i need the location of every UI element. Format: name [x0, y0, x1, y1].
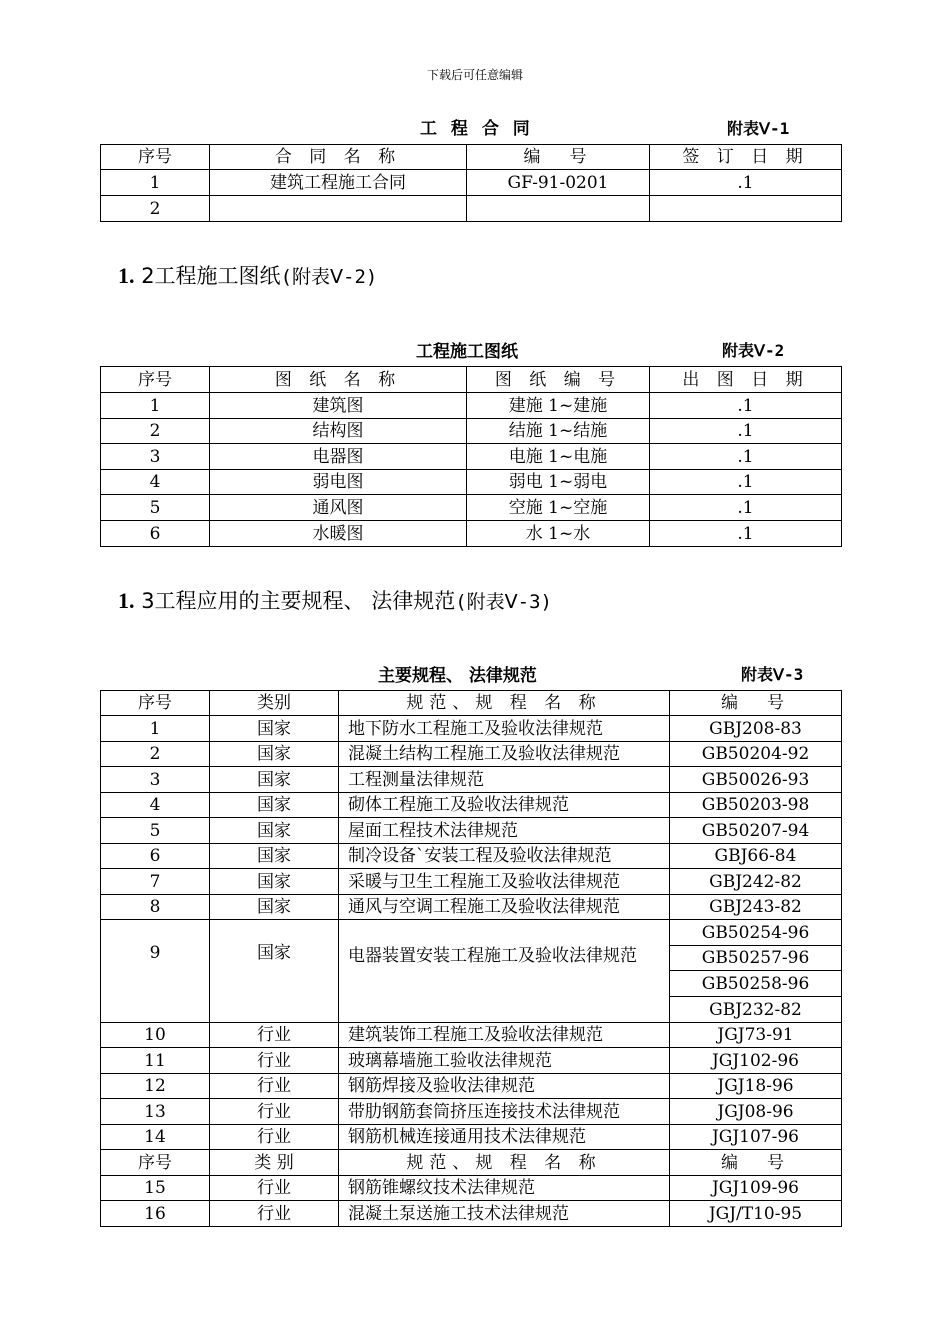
- table-header-row: [101, 367, 842, 393]
- header-cell: 规范、规 程 名 称: [339, 691, 670, 716]
- drawing-code: 电施 1~电施: [467, 444, 650, 470]
- standard-code: GBJ66-84: [670, 844, 842, 869]
- table-row: [101, 716, 842, 742]
- drawing-name: 水暖图: [210, 521, 467, 547]
- drawing-name: 电器图: [210, 444, 467, 470]
- contract-code: GF-91-0201: [467, 170, 650, 196]
- drawing-name: 弱电图: [210, 470, 467, 495]
- row-number: 12: [101, 1074, 210, 1099]
- drawing-name: 结构图: [210, 419, 467, 444]
- contract-table: [100, 144, 842, 222]
- standards-table-tag: 附表Ⅴ-3: [741, 665, 804, 684]
- row-number: 2: [101, 419, 210, 444]
- row-number: 6: [101, 521, 210, 547]
- header-cell: 规范、规 程 名 称: [339, 1150, 670, 1176]
- header-cell: 编 号: [670, 1150, 842, 1176]
- table-row: [101, 170, 842, 196]
- drawing-code: 结施 1~结施: [467, 419, 650, 444]
- row-number: 5: [101, 495, 210, 521]
- standard-code: GB50254-96: [670, 920, 842, 946]
- standard-name: 钢筋焊接及验收法律规范: [339, 1074, 670, 1099]
- category: 行业: [210, 1176, 339, 1201]
- contract-table-tag: 附表Ⅴ-1: [727, 119, 790, 138]
- contract-table-caption: 工 程 合 同: [420, 119, 534, 139]
- category: 国家: [210, 895, 339, 920]
- category: 行业: [210, 1074, 339, 1099]
- table-row: [101, 196, 842, 222]
- table-row: [101, 895, 842, 920]
- standard-name: 带肋钢筋套筒挤压连接技术法律规范: [339, 1099, 670, 1125]
- drawing-code: 水 1~水: [467, 521, 650, 547]
- standard-name: 地下防水工程施工及验收法律规范: [339, 716, 670, 742]
- standard-code: JGJ107-96: [670, 1125, 842, 1150]
- standard-name: 钢筋锥螺纹技术法律规范: [339, 1176, 670, 1201]
- standard-code: JGJ18-96: [670, 1074, 842, 1099]
- table-row: [101, 521, 842, 547]
- row-number: 5: [101, 818, 210, 844]
- standard-code: GBJ208-83: [670, 716, 842, 742]
- row-number: 6: [101, 844, 210, 869]
- standard-name: 电器装置安装工程施工及验收法律规范: [339, 920, 670, 1023]
- category: 行业: [210, 1023, 339, 1048]
- contract-code: [467, 196, 650, 222]
- standard-code: GB50204-92: [670, 742, 842, 767]
- row-number: 15: [101, 1176, 210, 1201]
- header-cell: 合 同 名 称: [210, 145, 467, 170]
- table-row: [101, 844, 842, 869]
- standard-code: GB50257-96: [670, 946, 842, 971]
- row-number: 10: [101, 1023, 210, 1048]
- table-header-row: [101, 145, 842, 170]
- category: 行业: [210, 1201, 339, 1227]
- heading-number: 1.: [118, 263, 135, 288]
- standard-name: 钢筋机械连接通用技术法律规范: [339, 1125, 670, 1150]
- row-number: 4: [101, 470, 210, 495]
- sign-date: [650, 196, 842, 222]
- header-cell: 序号: [101, 145, 210, 170]
- table-row: [101, 419, 842, 444]
- row-number: 1: [101, 716, 210, 742]
- row-number: 7: [101, 869, 210, 895]
- standard-code: GBJ232-82: [670, 997, 842, 1023]
- standard-name: 砌体工程施工及验收法律规范: [339, 793, 670, 818]
- row-number: 16: [101, 1201, 210, 1227]
- table-row: [101, 495, 842, 521]
- standard-name: 建筑装饰工程施工及验收法律规范: [339, 1023, 670, 1048]
- row-number: 1: [101, 393, 210, 419]
- row-number: 4: [101, 793, 210, 818]
- table-row: [101, 869, 842, 895]
- row-number: 13: [101, 1099, 210, 1125]
- section-heading-drawings: [118, 260, 377, 290]
- table-row: [101, 767, 842, 793]
- table-row: [101, 920, 842, 946]
- standard-code: JGJ73-91: [670, 1023, 842, 1048]
- row-number: 11: [101, 1048, 210, 1074]
- header-cell: 类别: [210, 691, 339, 716]
- category: 国家: [210, 742, 339, 767]
- table-row: [101, 793, 842, 818]
- issue-date: .1: [650, 419, 842, 444]
- header-cell: 出 图 日 期: [650, 367, 842, 393]
- standard-code: JGJ102-96: [670, 1048, 842, 1074]
- contract-name: [210, 196, 467, 222]
- standard-code: GB50258-96: [670, 971, 842, 997]
- drawing-name: 建筑图: [210, 393, 467, 419]
- issue-date: .1: [650, 470, 842, 495]
- heading-number: 1.: [118, 588, 135, 613]
- row-number: 2: [101, 742, 210, 767]
- table-row: [101, 1125, 842, 1150]
- standard-code: GB50203-98: [670, 793, 842, 818]
- standard-code: JGJ/T10-95: [670, 1201, 842, 1227]
- row-number: 1: [101, 170, 210, 196]
- table-header-row: [101, 1150, 842, 1176]
- drawing-name: 通风图: [210, 495, 467, 521]
- standards-table-caption: 主要规程、 法律规范: [378, 666, 537, 686]
- table-row: [101, 1176, 842, 1201]
- row-number: 9: [101, 920, 210, 1023]
- category: 国家: [210, 818, 339, 844]
- standard-name: 通风与空调工程施工及验收法律规范: [339, 895, 670, 920]
- row-number: 14: [101, 1125, 210, 1150]
- header-cell: 编 号: [467, 145, 650, 170]
- section-heading-standards: [118, 585, 552, 615]
- standard-code: GBJ243-82: [670, 895, 842, 920]
- issue-date: .1: [650, 444, 842, 470]
- standard-name: 制冷设备`安装工程及验收法律规范: [339, 844, 670, 869]
- sign-date: .1: [650, 170, 842, 196]
- heading-text: 3工程应用的主要规程、 法律规范: [141, 589, 456, 613]
- drawing-code: 建施 1~建施: [467, 393, 650, 419]
- table-row: [101, 444, 842, 470]
- standard-name: 工程测量法律规范: [339, 767, 670, 793]
- heading-text: 2工程施工图纸: [141, 264, 281, 288]
- standard-name: 混凝土结构工程施工及验收法律规范: [339, 742, 670, 767]
- header-cell: 序号: [101, 1150, 210, 1176]
- standard-name: 采暖与卫生工程施工及验收法律规范: [339, 869, 670, 895]
- table-row: [101, 393, 842, 419]
- standard-code: GB50026-93: [670, 767, 842, 793]
- heading-tag: (附表Ⅴ-3): [455, 591, 552, 613]
- row-number: 3: [101, 767, 210, 793]
- category: 国家: [210, 793, 339, 818]
- standard-name: 屋面工程技术法律规范: [339, 818, 670, 844]
- issue-date: .1: [650, 521, 842, 547]
- contract-name: 建筑工程施工合同: [210, 170, 467, 196]
- row-number: 2: [101, 196, 210, 222]
- watermark-text: 下载后可任意编辑: [426, 68, 523, 82]
- category: 国家: [210, 716, 339, 742]
- heading-tag: (附表Ⅴ-2): [280, 266, 378, 288]
- issue-date: .1: [650, 495, 842, 521]
- row-number: 3: [101, 444, 210, 470]
- table-row: [101, 1201, 842, 1227]
- drawing-code: 弱电 1~弱电: [467, 470, 650, 495]
- drawings-table: [100, 366, 842, 547]
- table-row: [101, 742, 842, 767]
- table-row: [101, 1048, 842, 1074]
- category: 国家: [210, 767, 339, 793]
- standards-table: [100, 690, 842, 1227]
- standard-code: GBJ242-82: [670, 869, 842, 895]
- header-cell: 编 号: [670, 691, 842, 716]
- standard-code: JGJ08-96: [670, 1099, 842, 1125]
- category: 行业: [210, 1099, 339, 1125]
- drawings-table-caption: 工程施工图纸: [416, 342, 518, 362]
- header-cell: 签 订 日 期: [650, 145, 842, 170]
- issue-date: .1: [650, 393, 842, 419]
- category: 国家: [210, 844, 339, 869]
- header-cell: 图 纸 编 号: [467, 367, 650, 393]
- header-cell: 类 别: [210, 1150, 339, 1176]
- header-cell: 序号: [101, 691, 210, 716]
- category: 行业: [210, 1048, 339, 1074]
- header-cell: 序号: [101, 367, 210, 393]
- category: 国家: [210, 920, 339, 1023]
- drawing-code: 空施 1~空施: [467, 495, 650, 521]
- drawings-table-tag: 附表Ⅴ-2: [722, 341, 785, 360]
- table-row: [101, 1099, 842, 1125]
- category: 国家: [210, 869, 339, 895]
- standard-code: JGJ109-96: [670, 1176, 842, 1201]
- standard-name: 玻璃幕墙施工验收法律规范: [339, 1048, 670, 1074]
- table-row: [101, 470, 842, 495]
- table-row: [101, 818, 842, 844]
- row-number: 8: [101, 895, 210, 920]
- standard-code: GB50207-94: [670, 818, 842, 844]
- category: 行业: [210, 1125, 339, 1150]
- header-cell: 图 纸 名 称: [210, 367, 467, 393]
- table-row: [101, 1074, 842, 1099]
- standard-name: 混凝土泵送施工技术法律规范: [339, 1201, 670, 1227]
- table-header-row: [101, 691, 842, 716]
- table-row: [101, 1023, 842, 1048]
